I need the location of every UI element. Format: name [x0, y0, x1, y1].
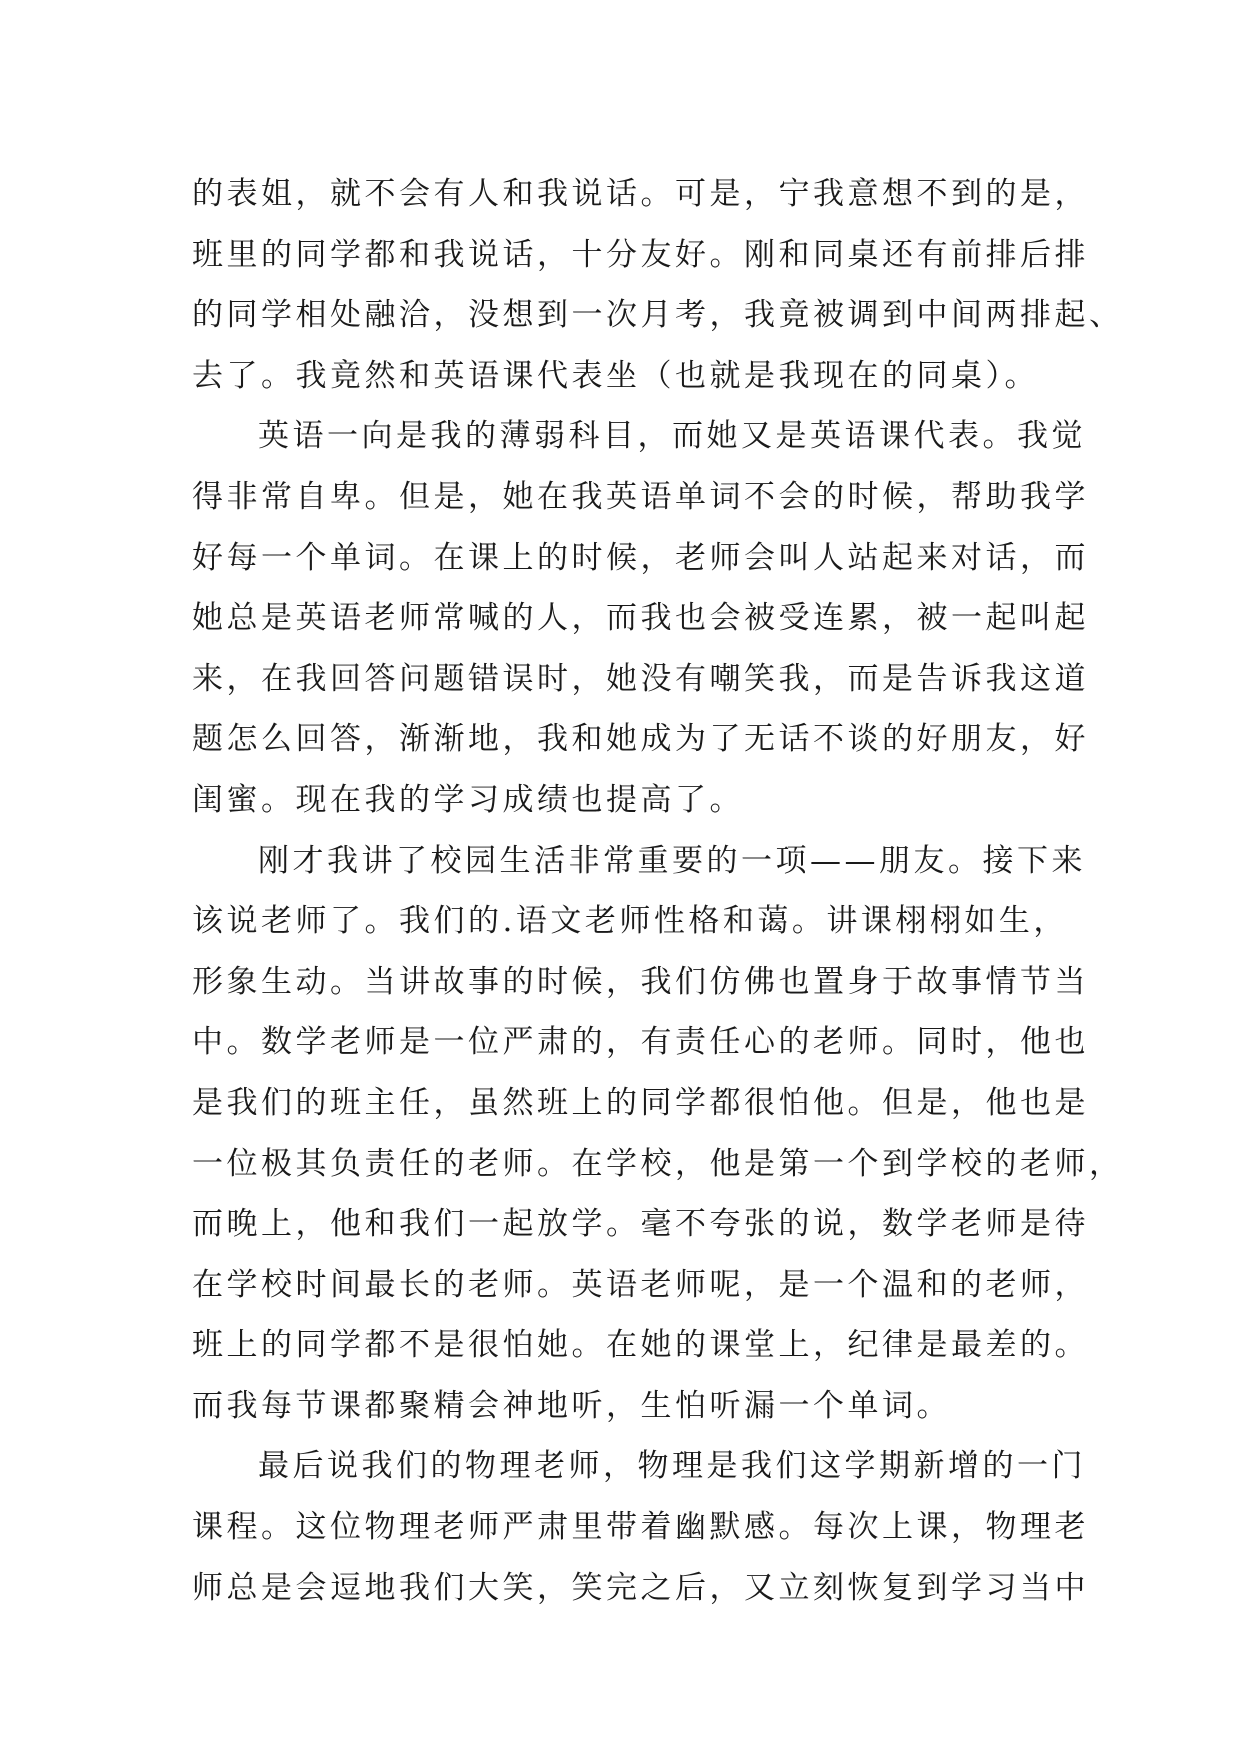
paragraph-first-line: 最后说我们的物理老师，物理是我们这学期新增的一门	[258, 1448, 1086, 1485]
text-line: 来，在我回答问题错误时，她没有嘲笑我，而是告诉我这道	[192, 660, 1089, 697]
body-text	[192, 164, 1124, 1618]
text-line: 在学校时间最长的老师。英语老师呢，是一个温和的老师，	[192, 1266, 1089, 1303]
text-line: 的表姐，就不会有人和我说话。可是，宁我意想不到的是，	[192, 176, 1089, 212]
text-line: 而我每节课都聚精会神地听，生怕听漏一个单词。	[192, 1387, 951, 1424]
text-line: 得非常自卑。但是，她在我英语单词不会的时候，帮助我学	[192, 478, 1089, 515]
text-line: 好每一个单词。在课上的时候，老师会叫人站起来对话，而	[192, 539, 1089, 576]
text-line: 师总是会逗地我们大笑，笑完之后，又立刻恢复到学习当中	[192, 1569, 1089, 1606]
text-line: 题怎么回答，渐渐地，我和她成为了无话不谈的好朋友，好	[192, 721, 1089, 758]
text-line: 一位极其负责任的老师。在学校，他是第一个到学校的老师，	[192, 1145, 1124, 1182]
text-line: 该说老师了。我们的.语文老师性格和蔼。讲课栩栩如生，	[192, 903, 1068, 940]
text-line: 是我们的班主任，虽然班上的同学都很怕他。但是，他也是	[192, 1084, 1089, 1121]
paragraph-first-line: 刚才我讲了校园生活非常重要的一项——朋友。接下来	[258, 842, 1086, 879]
text-line: 课程。这位物理老师严肃里带着幽默感。每次上课，物理老	[192, 1509, 1089, 1546]
text-line: 她总是英语老师常喊的人，而我也会被受连累，被一起叫起	[192, 600, 1089, 637]
text-line: 而晚上，他和我们一起放学。毫不夸张的说，数学老师是待	[192, 1206, 1089, 1243]
text-line: 闺蜜。现在我的学习成绩也提高了。	[192, 781, 744, 818]
text-line: 的同学相处融洽，没想到一次月考，我竟被调到中间两排起、	[192, 297, 1124, 334]
text-line: 班里的同学都和我说话，十分友好。刚和同桌还有前排后排	[192, 236, 1089, 273]
text-line: 形象生动。当讲故事的时候，我们仿佛也置身于故事情节当	[192, 963, 1089, 1000]
text-line: 中。数学老师是一位严肃的，有责任心的老师。同时，他也	[192, 1024, 1089, 1061]
paragraph-first-line: 英语一向是我的薄弱科目，而她又是英语课代表。我觉	[258, 418, 1086, 455]
text-line: 去了。我竟然和英语课代表坐（也就是我现在的同桌）。	[192, 357, 1039, 394]
text-line: 班上的同学都不是很怕她。在她的课堂上，纪律是最差的。	[192, 1327, 1089, 1364]
